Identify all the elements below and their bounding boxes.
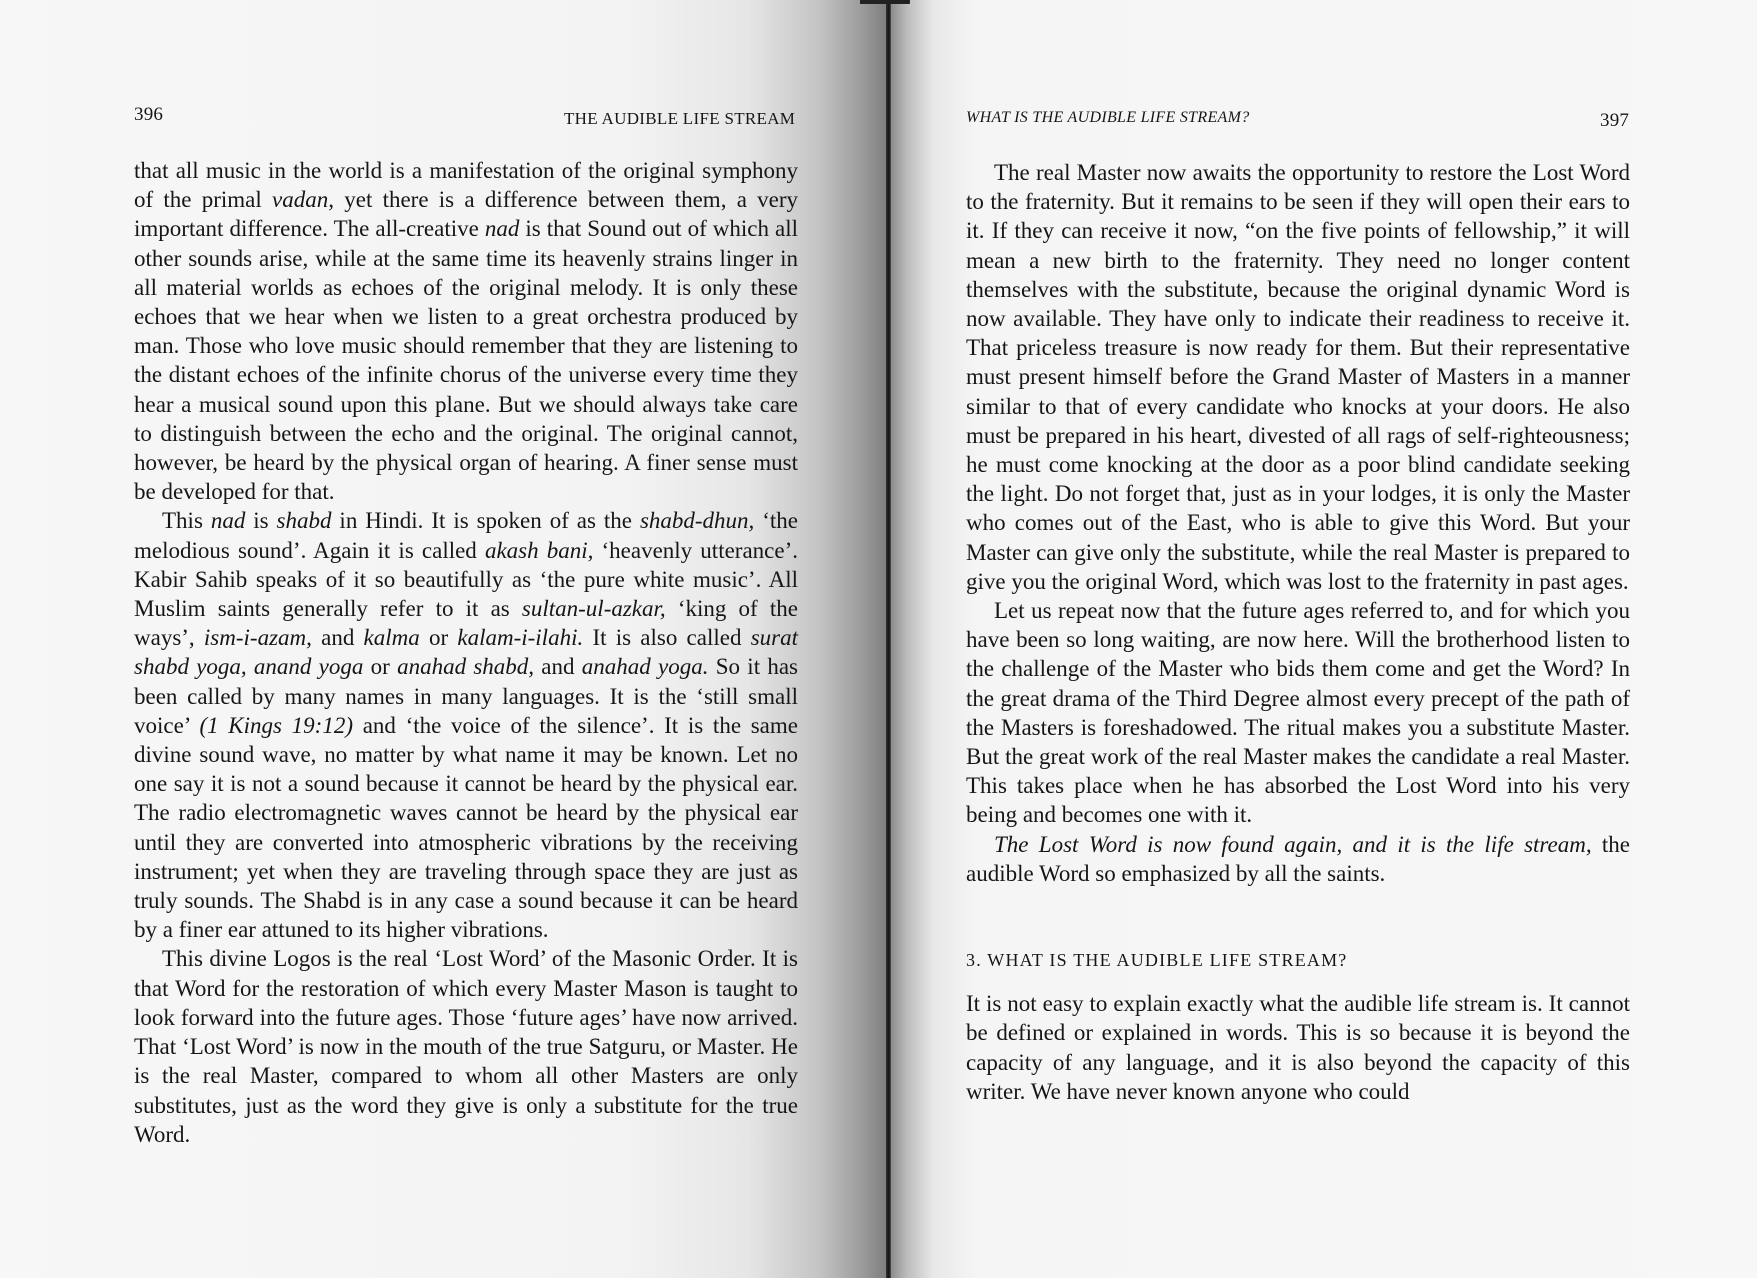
paragraph: The Lost Word is now found again, and it is the life stream, the audible Word so emphasized by all the saints. [966,831,1630,886]
running-head: THE AUDIBLE LIFE STREAM [564,109,796,128]
running-head: WHAT IS THE AUDIBLE LIFE STREAM? [966,109,1250,126]
body-text [134,156,798,1149]
body-text [966,158,1630,1106]
italic-term: anahad shabd, [397,654,535,680]
right-page [890,0,1757,1278]
page-number: 396 [134,104,164,125]
italic-term: kalma [363,625,420,651]
italic-term: nad [210,508,246,534]
italic-term: The Lost Word is now found again, and it is the life stream, [994,831,1592,857]
italic-term: surat shabd yoga, anand yoga [134,625,798,680]
italic-term: nad [484,216,520,242]
section-heading: 3. WHAT IS THE AUDIBLE LIFE STREAM? [966,950,1348,971]
italic-term: vadan, [272,187,334,213]
paragraph: This divine Logos is the real ‘Lost Word’ of the Masonic Order. It is that Word for the restoration of which every Master Mason is taught to look forward into the future ages. Those ‘future ages’ have now arrived. That ‘Lost Word’ is now in the mouth of the true Satguru, or Master. He is the real Master, compared to whom all other Masters are only substitutes, just as the word they give is only a substitute for the true Word. [134,946,798,1147]
paragraph: Let us repeat now that the future ages referred to, and for which you have been so long waiting, are now here. Will the brotherhood listen to the challenge of the Master who bids them come and get the Word? In the great drama of the Third Degree almost every precept of the path of the Masters is foreshadowed. The ritual makes you a substitute Master. But the great work of the real Master makes the candidate a real Master. This takes place when he has absorbed the Lost Word into his very being and becomes one with it. [966,598,1630,828]
paragraph: It is not easy to explain exactly what the audible life stream is. It cannot be defined or explained in words. This is so because it is beyond the capacity of any language, and it is also beyond the capacity of this writer. We have never known anyone who could [966,991,1630,1104]
paragraph: that all music in the world is a manifestation of the original symphony of the primal vadan, yet there is a difference between them, a very important difference. The all-creative nad is that Sound out of which all other sounds arise, while at the same time its heavenly strains linger in all material worlds as echoes of the original melody. It is only these echoes that we hear when we listen to a great orchestra produced by man. Those who love music should remember that they are listening to the distant echoes of the infinite chorus of the universe every time they hear a musical sound upon this plane. But we should always take care to distinguish between the echo and the original. The original cannot, however, be heard by the physical organ of hearing. A finer sense must be developed for that. [134,158,799,505]
italic-term: shabd [276,508,332,534]
italic-term: anahad yoga. [581,654,709,680]
italic-term: akash bani, [484,537,594,563]
paragraph: The real Master now awaits the opportunity to restore the Lost Word to the fraternity. But it remains to be seen if they will open their ears to it. If they can receive it now, “on the five points of fellowship,” it will mean a new birth to the fraternity. They need no longer content themselves with the substitute, because the original dynamic Word is now available. They have only to indicate their readiness to receive it. That priceless treasure is now ready for them. But their representative must present himself before the Grand Master of Masters in a manner similar to that of every candidate who knocks at your doors. He also must be prepared in his heart, divested of all rags of self-righteousness; he must come knocking at the door as a poor blind candidate seeking the light. Do not forget that, just as in your lodges, it is only the Master who comes out of the East, who is able to give this Word. But your Master can give only the substitute, while the real Master is prepared to give you the original Word, which was lost to the fraternity in past ages. [966,160,1630,594]
page-number: 397 [1600,110,1630,131]
book-gutter [886,0,891,1278]
italic-term: sultan-ul-azkar, [521,596,666,622]
italic-term: ism-i-azam, [203,625,312,651]
italic-term: (1 Kings 19:12) [199,712,353,738]
italic-term: shabd-dhun, [639,508,755,534]
italic-term: kalam-i-ilahi. [457,625,584,651]
paragraph: This nad is shabd in Hindi. It is spoken of as the shabd-dhun, ‘the melodious sound’. Again it is called akash bani, ‘heavenly utterance’. Kabir Sahib speaks of it so beautifully as ‘the pure white music’. All Muslim saints generally refer to it as sultan-ul-azkar, ‘king of the ways’, ism-i-azam, and kalma or kalam-i-ilahi. It is also called surat shabd yoga, anand yoga or anahad shabd, and anahad yoga. So it has been called by many names in many languages. It is the ‘still small voice’ (1 Kings 19:12) and ‘the voice of the silence’. It is the same divine sound wave, no matter by what name it may be known. Let no one say it is not a sound because it cannot be heard by the physical ear. The radio electromagnetic waves cannot be heard by the physical ear until they are converted into atmospheric vibrations by the receiving instrument; yet when they are traveling through space they are just as truly sounds. The Shabd is in any case a sound because it can be heard by a finer ear attuned to its higher vibrations. [134,508,799,943]
